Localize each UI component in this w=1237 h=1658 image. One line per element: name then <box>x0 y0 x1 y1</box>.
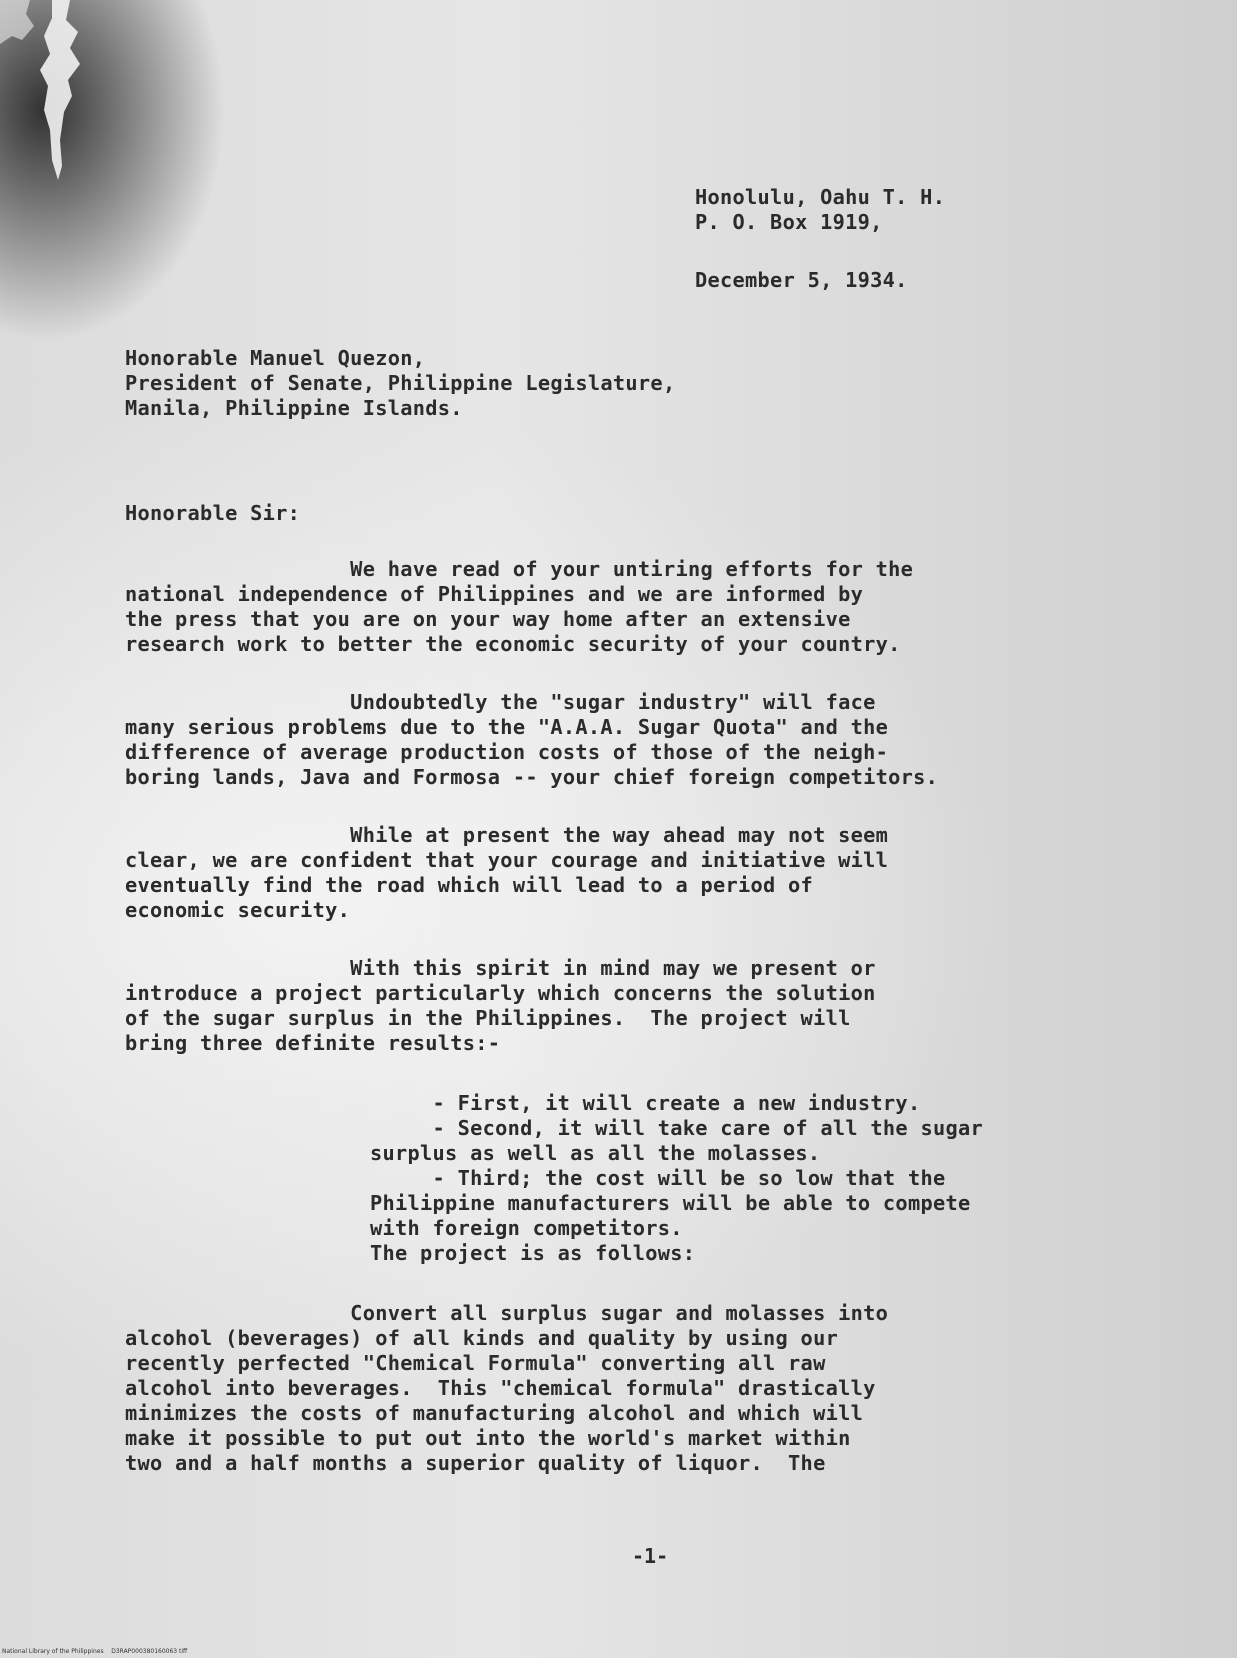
letter-date <box>695 268 908 293</box>
recipient-block <box>125 346 675 421</box>
paragraph-line: two and a half months a superior quality of liquor. The <box>125 1451 826 1475</box>
list-item: with foreign competitors. <box>370 1216 683 1240</box>
recipient-line: Honorable Manuel Quezon, <box>125 346 426 370</box>
recipient-line: Manila, Philippine Islands. <box>125 396 463 420</box>
paragraph-line: the press that you are on your way home after an extensive <box>125 607 851 631</box>
return-address <box>695 185 945 235</box>
date-text: December 5, 1934. <box>695 268 908 292</box>
paragraph-line: clear, we are confident that your courage and initiative will <box>125 848 889 872</box>
paragraph-3 <box>125 823 888 923</box>
paragraph-line: We have read of your untiring efforts for the <box>125 557 914 581</box>
paragraph-line: boring lands, Java and Formosa -- your chief foreign competitors. <box>125 765 939 789</box>
paragraph-line: bring three definite results:- <box>125 1031 501 1055</box>
paragraph-line: economic security. <box>125 898 351 922</box>
paragraph-line: research work to better the economic security of your country. <box>125 632 901 656</box>
list-item: - Third; the cost will be so low that the <box>370 1166 946 1190</box>
paragraph-5 <box>125 1301 888 1476</box>
results-list <box>370 1091 983 1266</box>
paragraph-line: eventually find the road which will lead to a period of <box>125 873 814 897</box>
list-item: The project is as follows: <box>370 1241 696 1265</box>
paragraph-line: recently perfected "Chemical Formula" converting all raw <box>125 1351 826 1375</box>
paragraph-2 <box>125 690 938 790</box>
paper-damage-mark <box>0 0 140 240</box>
paragraph-line: minimizes the costs of manufacturing alcohol and which will <box>125 1401 864 1425</box>
salutation-text: Honorable Sir: <box>125 501 301 525</box>
list-item: - Second, it will take care of all the sugar <box>370 1116 984 1140</box>
salutation <box>125 501 300 526</box>
page-number: -1- <box>632 1544 669 1568</box>
paragraph-line: While at present the way ahead may not seem <box>125 823 889 847</box>
paragraph-line: alcohol (beverages) of all kinds and quality by using our <box>125 1326 839 1350</box>
paragraph-line: Undoubtedly the "sugar industry" will face <box>125 690 876 714</box>
paragraph-line: alcohol into beverages. This "chemical formula" drastically <box>125 1376 876 1400</box>
paragraph-line: make it possible to put out into the world's market within <box>125 1426 851 1450</box>
paragraph-line: of the sugar surplus in the Philippines. The project will <box>125 1006 851 1030</box>
list-item: Philippine manufacturers will be able to compete <box>370 1191 971 1215</box>
paragraph-line: national independence of Philippines and we are informed by <box>125 582 864 606</box>
paragraph-line: With this spirit in mind may we present or <box>125 956 876 980</box>
footer-file-id: D3RAP000380160063 tiff <box>111 1648 188 1655</box>
footer-institution: National Library of the Philippines <box>2 1648 104 1655</box>
paragraph-1 <box>125 557 913 657</box>
scan-footer <box>2 1648 187 1655</box>
list-item: surplus as well as all the molasses. <box>370 1141 821 1165</box>
return-address-line: P. O. Box 1919, <box>695 210 883 234</box>
return-address-line: Honolulu, Oahu T. H. <box>695 185 946 209</box>
paragraph-line: difference of average production costs of those of the neigh- <box>125 740 889 764</box>
paragraph-4 <box>125 956 876 1056</box>
recipient-line: President of Senate, Philippine Legislature, <box>125 371 676 395</box>
paragraph-line: introduce a project particularly which concerns the solution <box>125 981 876 1005</box>
paragraph-line: Convert all surplus sugar and molasses into <box>125 1301 889 1325</box>
paragraph-line: many serious problems due to the "A.A.A. Sugar Quota" and the <box>125 715 889 739</box>
list-item: - First, it will create a new industry. <box>370 1091 921 1115</box>
